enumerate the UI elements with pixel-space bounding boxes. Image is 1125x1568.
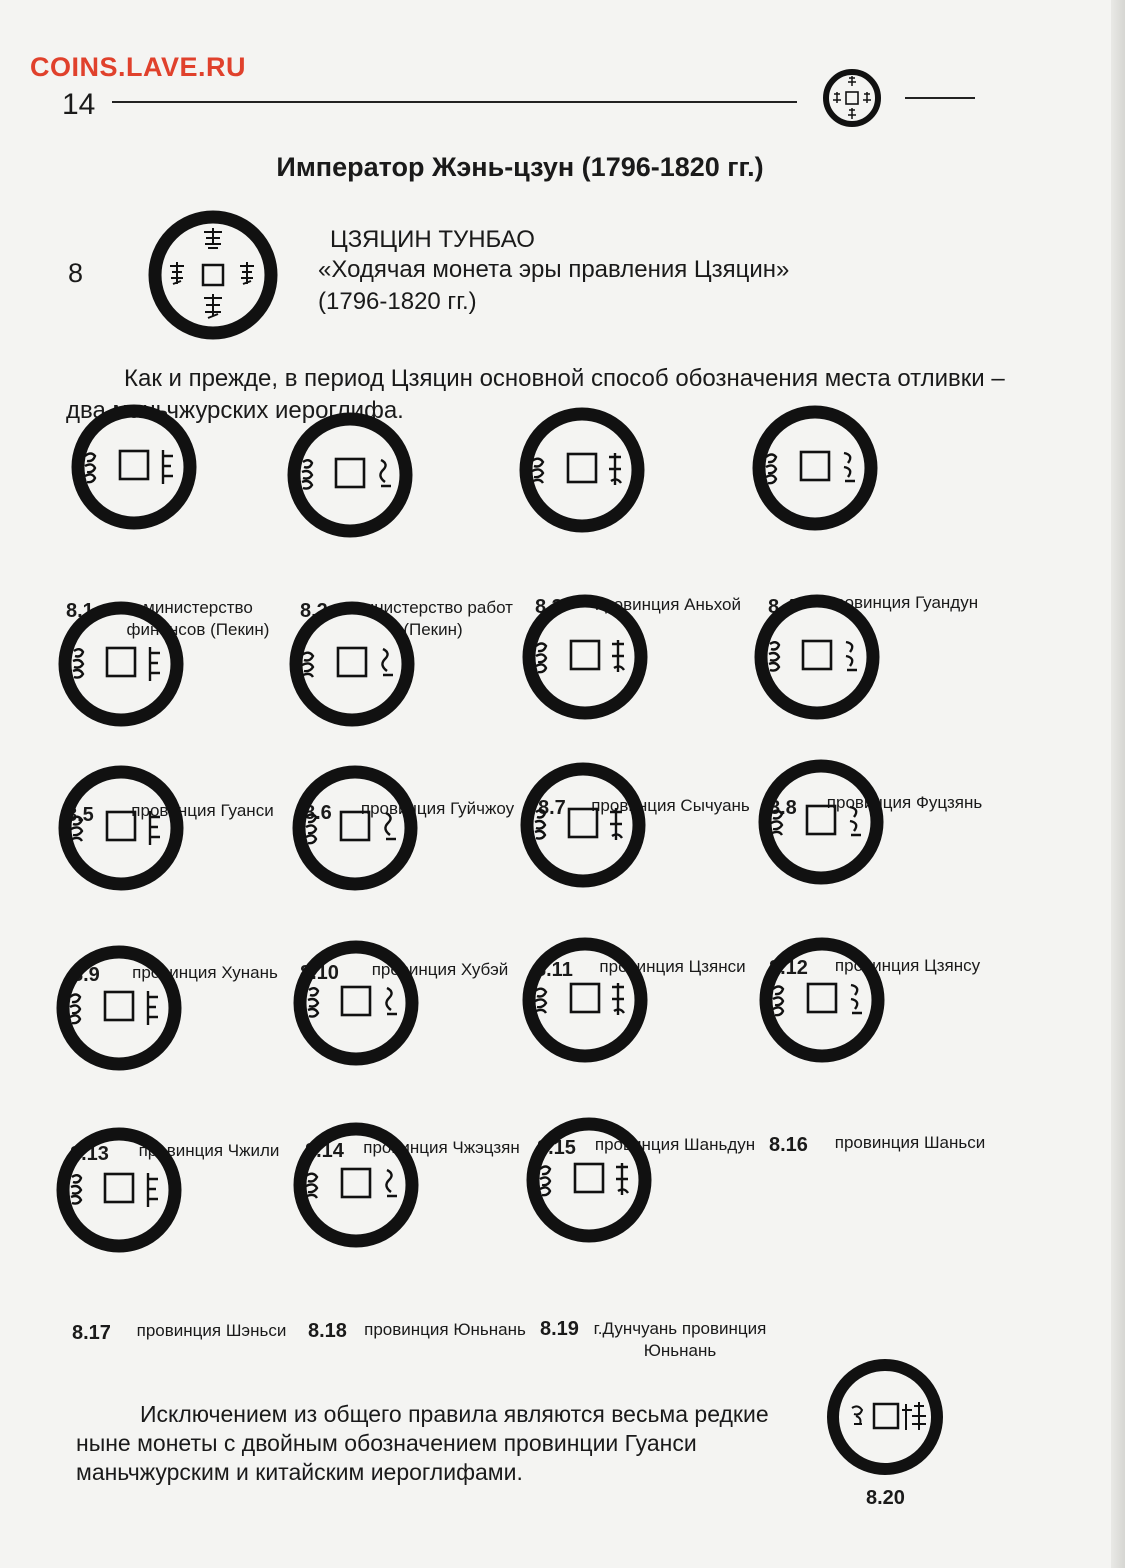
header-rule: [112, 101, 797, 103]
header-rule-right: [905, 97, 975, 99]
coin-image-8-2: [287, 412, 413, 538]
coin-image-8-11: [520, 762, 646, 888]
coin-image-8-16: [759, 937, 885, 1063]
main-coin-image: [148, 210, 278, 340]
coin-image-8-8: [754, 594, 880, 720]
coin-label-8-3: провинция Аньхой: [594, 595, 742, 614]
coin-image-8-18: [293, 1122, 419, 1248]
coin-name: ЦЗЯЦИН ТУНБАО: [330, 226, 535, 253]
coin-label-8-17: провинция Шэньси: [136, 1321, 287, 1340]
coin-label-8-10: провинция Хубэй: [371, 960, 509, 979]
intro-paragraph: Как и прежде, в период Цзяцин основной способ обозначения места отливки – два маньчжурских иероглифа.: [66, 365, 1005, 424]
coin-number-8-16: 8.16: [769, 1134, 808, 1156]
coin-label-8-11: провинция Цзянси: [599, 957, 746, 976]
coin-number-8-7: 8.7: [538, 797, 566, 819]
coin-number-8-6: 8.6: [304, 802, 332, 824]
coin-label-8-1: министерство финансов (Пекин): [126, 598, 270, 639]
coin-image-8-6: [289, 601, 415, 727]
coin-image-8-7: [522, 594, 648, 720]
coin-description: «Ходячая монета эры правления Цзяцин»: [318, 256, 790, 283]
coin-image-8-14: [293, 940, 419, 1066]
coin-label-8-2: министерство работ (Пекин): [353, 598, 513, 639]
coin-label-8-7: провинция Сычуань: [591, 796, 750, 815]
coin-label-8-16: провинция Шаньси: [834, 1133, 986, 1152]
coin-number-8-3: 8.3: [535, 596, 563, 618]
coin-number-8-20: 8.20: [866, 1487, 905, 1509]
coin-number-8-9: 8.9: [72, 964, 100, 986]
coin-number-8-1: 8.1: [66, 600, 94, 622]
coin-number-8-18: 8.18: [308, 1320, 347, 1342]
chapter-title: Император Жэнь-цзун (1796-1820 гг.): [276, 152, 764, 182]
coin-number-8-12: 8.12: [769, 957, 808, 979]
watermark: COINS.LAVE.RU: [30, 52, 247, 82]
coin-label-8-18: провинция Юньнань: [364, 1320, 526, 1339]
coin-image-8-3: [519, 407, 645, 533]
coin-number-8-14: 8.14: [305, 1140, 344, 1162]
page-edge-shadow: [1111, 0, 1125, 1568]
coin-label-8-5: провинция Гуанси: [131, 801, 274, 820]
coin-label-8-4: провинция Гуандун: [825, 593, 979, 612]
coin-label-8-6: провинция Гуйчжоу: [360, 799, 515, 818]
header-coin-emblem-icon: [822, 68, 882, 128]
page-number: 14: [62, 88, 96, 121]
coin-number-8-4: 8.4: [768, 596, 796, 618]
coin-number-8-2: 8.2: [300, 600, 328, 622]
coin-image-8-9: [58, 765, 184, 891]
coin-number-8-11: 8.11: [535, 959, 573, 981]
coin-label-8-12: провинция Цзянсу: [834, 956, 981, 975]
coin-years: (1796-1820 гг.): [318, 288, 477, 315]
entry-number: 8: [68, 258, 84, 288]
coin-number-8-15: 8.15: [537, 1137, 576, 1159]
coin-image-8-1: [71, 404, 197, 530]
coin-image-8-17: [56, 1127, 182, 1253]
coin-image-8-10: [292, 765, 418, 891]
coin-image-8-19: [526, 1117, 652, 1243]
coin-image-8-5: [58, 601, 184, 727]
coin-label-8-14: провинция Чжэцзян: [363, 1138, 520, 1157]
coin-label-8-13: провинция Чжили: [138, 1141, 280, 1160]
coin-image-8-4: [752, 405, 878, 531]
coin-image-8-12: [758, 759, 884, 885]
coin-label-8-9: провинция Хунань: [132, 963, 278, 982]
coin-number-8-13: 8.13: [70, 1143, 109, 1165]
coin-number-8-10: 8.10: [300, 962, 339, 984]
coin-label-8-8: провинция Фуцзянь: [826, 793, 983, 812]
coin-number-8-5: 8.5: [66, 804, 94, 826]
coin-number-8-17: 8.17: [72, 1322, 111, 1344]
coin-number-8-19: 8.19: [540, 1318, 579, 1340]
coin-image-8-20: [826, 1358, 944, 1476]
coin-image-8-15: [522, 937, 648, 1063]
coin-number-8-8: 8.8: [769, 797, 797, 819]
coin-label-8-15: провинция Шаньдун: [594, 1135, 756, 1154]
coin-image-8-13: [56, 945, 182, 1071]
coin-label-8-19: г.Дунчуань провинция Юньнань: [593, 1319, 767, 1360]
exception-paragraph: Исключением из общего правила являются весьма редкие ныне монеты с двойным обозначением провинции Гуанси маньчжурским и китайским иероглифами.: [76, 1401, 769, 1485]
